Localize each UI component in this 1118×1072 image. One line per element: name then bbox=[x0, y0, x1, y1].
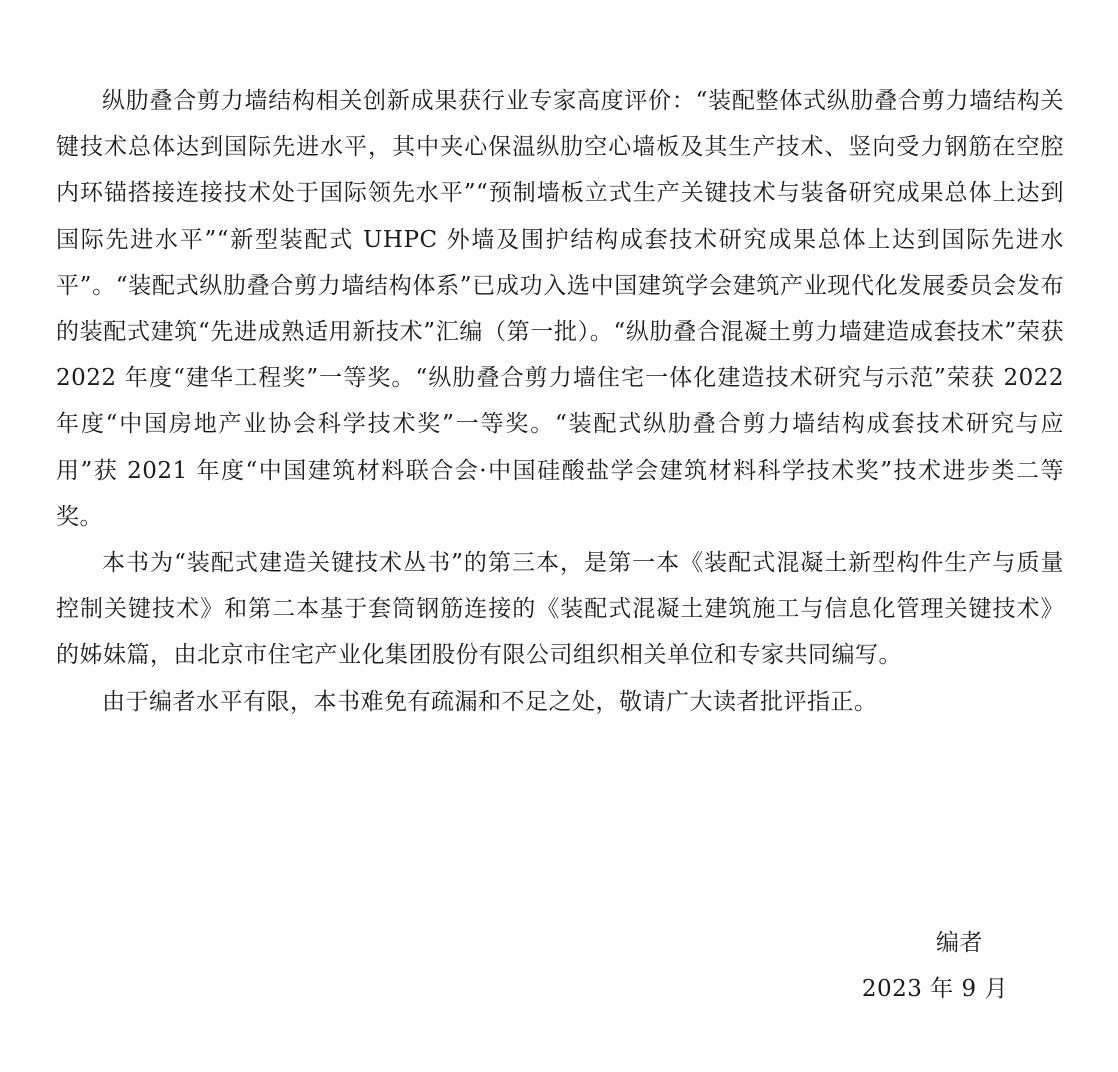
publication-date: 2023 年 9 月 bbox=[861, 976, 1008, 1002]
paragraph-achievements: 纵肋叠合剪力墙结构相关创新成果获行业专家高度评价：“装配整体式纵肋叠合剪力墙结构关键技术总体达到国际先进水平，其中夹心保温纵肋空心墙板及其生产技术、竖向受力钢筋在空腔内环锚搭接连接技术处于国际领先水平”“预制墙板立式生产关键技术与装备研究成果总体上达到国际先进水平”“新型装配式 UHPC 外墙及围护结构成套技术研究成果总体上达到国际先进水平”。“装配式纵肋叠合剪力墙结构体系”已成功入选中国建筑学会建筑产业现代化发展委员会发布的装配式建筑“先进成熟适用新技术”汇编（第一批）。“纵肋叠合混凝土剪力墙建造成套技术”荣获 2022 年度“建华工程奖”一等奖。“纵肋叠合剪力墙住宅一体化建造技术研究与示范”荣获 2022 年度“中国房地产业协会科学技术奖”一等奖。“装配式纵肋叠合剪力墙结构成套技术研究与应用”获 2021 年度“中国建筑材料联合会·中国硅酸盐学会建筑材料科学技术奖”技术进步类二等奖。 bbox=[56, 88, 1064, 530]
document-body bbox=[56, 78, 1064, 725]
author-signature: 编者 bbox=[936, 930, 983, 956]
paragraph-book-series: 本书为“装配式建造关键技术丛书”的第三本，是第一本《装配式混凝土新型构件生产与质量控制关键技术》和第二本基于套筒钢筋连接的《装配式混凝土建筑施工与信息化管理关键技术》的姊妹篇，由北京市住宅产业化集团股份有限公司组织相关单位和专家共同编写。 bbox=[56, 550, 1064, 669]
paragraph-disclaimer: 由于编者水平有限，本书难免有疏漏和不足之处，敬请广大读者批评指正。 bbox=[102, 688, 878, 715]
